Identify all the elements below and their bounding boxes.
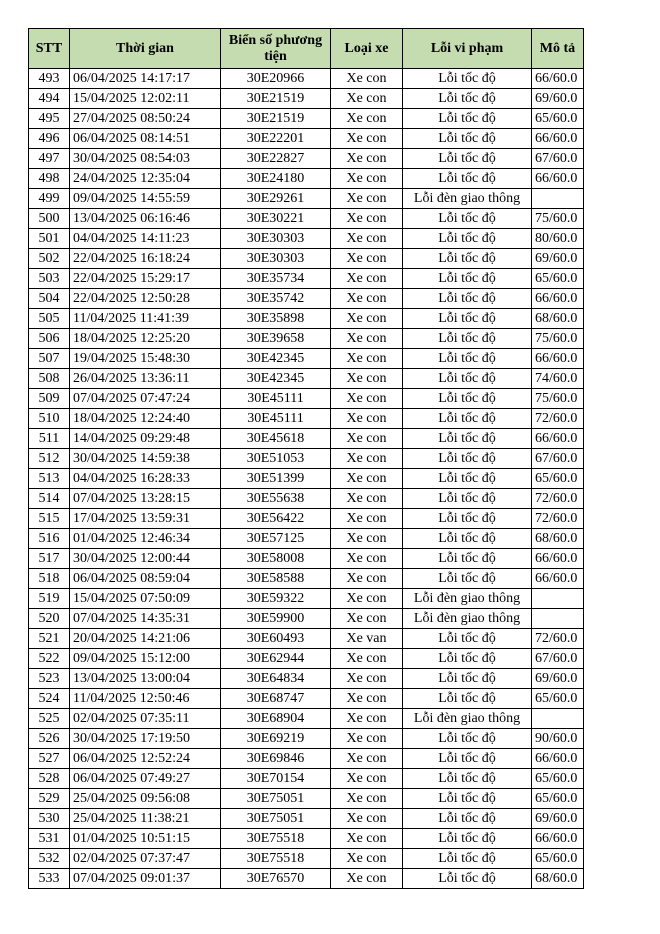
cell-violation: Lỗi tốc độ: [403, 469, 532, 489]
cell-stt: 522: [29, 649, 70, 669]
table-row: [29, 669, 584, 689]
cell-plate: 30E69846: [221, 749, 331, 769]
cell-time: 22/04/2025 16:18:24: [70, 249, 221, 269]
cell-stt: 533: [29, 869, 70, 889]
cell-plate: 30E59322: [221, 589, 331, 609]
cell-plate: 30E57125: [221, 529, 331, 549]
cell-vehicle-type: Xe con: [331, 449, 403, 469]
cell-stt: 506: [29, 329, 70, 349]
cell-stt: 510: [29, 409, 70, 429]
column-header-stt: STT: [29, 29, 70, 69]
cell-description: 66/60.0: [532, 169, 584, 189]
cell-vehicle-type: Xe con: [331, 789, 403, 809]
cell-stt: 507: [29, 349, 70, 369]
cell-vehicle-type: Xe con: [331, 609, 403, 629]
cell-violation: Lỗi tốc độ: [403, 409, 532, 429]
cell-stt: 498: [29, 169, 70, 189]
table-row: [29, 149, 584, 169]
cell-description: 74/60.0: [532, 369, 584, 389]
cell-plate: 30E68904: [221, 709, 331, 729]
cell-stt: 494: [29, 89, 70, 109]
cell-description: 65/60.0: [532, 269, 584, 289]
table-row: [29, 749, 584, 769]
cell-time: 30/04/2025 08:54:03: [70, 149, 221, 169]
cell-description: 75/60.0: [532, 389, 584, 409]
cell-description: 66/60.0: [532, 749, 584, 769]
cell-description: 68/60.0: [532, 309, 584, 329]
cell-vehicle-type: Xe con: [331, 749, 403, 769]
cell-time: 07/04/2025 07:47:24: [70, 389, 221, 409]
column-header-plate-label: Biển số phương tiện: [228, 32, 323, 64]
cell-description: 72/60.0: [532, 489, 584, 509]
cell-violation: Lỗi tốc độ: [403, 309, 532, 329]
cell-time: 19/04/2025 15:48:30: [70, 349, 221, 369]
cell-vehicle-type: Xe con: [331, 229, 403, 249]
table-row: [29, 249, 584, 269]
cell-violation: Lỗi tốc độ: [403, 629, 532, 649]
cell-vehicle-type: Xe con: [331, 669, 403, 689]
cell-description: 69/60.0: [532, 809, 584, 829]
cell-plate: 30E22827: [221, 149, 331, 169]
cell-time: 07/04/2025 13:28:15: [70, 489, 221, 509]
cell-plate: 30E76570: [221, 869, 331, 889]
cell-plate: 30E51053: [221, 449, 331, 469]
cell-time: 30/04/2025 14:59:38: [70, 449, 221, 469]
column-header-vehicle-type: Loại xe: [331, 29, 403, 69]
cell-violation: Lỗi đèn giao thông: [403, 609, 532, 629]
table-row: [29, 709, 584, 729]
cell-time: 22/04/2025 12:50:28: [70, 289, 221, 309]
cell-stt: 508: [29, 369, 70, 389]
table-row: [29, 369, 584, 389]
cell-plate: 30E58588: [221, 569, 331, 589]
table-row: [29, 309, 584, 329]
table-row: [29, 209, 584, 229]
cell-stt: 497: [29, 149, 70, 169]
cell-stt: 523: [29, 669, 70, 689]
cell-vehicle-type: Xe con: [331, 729, 403, 749]
cell-violation: Lỗi tốc độ: [403, 169, 532, 189]
cell-violation: Lỗi tốc độ: [403, 769, 532, 789]
table-row: [29, 289, 584, 309]
cell-plate: 30E58008: [221, 549, 331, 569]
cell-plate: 30E22201: [221, 129, 331, 149]
cell-vehicle-type: Xe con: [331, 849, 403, 869]
cell-violation: Lỗi tốc độ: [403, 869, 532, 889]
cell-plate: 30E30303: [221, 249, 331, 269]
cell-time: 20/04/2025 14:21:06: [70, 629, 221, 649]
cell-violation: Lỗi tốc độ: [403, 849, 532, 869]
cell-stt: 503: [29, 269, 70, 289]
table-row: [29, 569, 584, 589]
cell-violation: Lỗi tốc độ: [403, 249, 532, 269]
cell-plate: 30E39658: [221, 329, 331, 349]
cell-plate: 30E75518: [221, 829, 331, 849]
cell-description: 67/60.0: [532, 449, 584, 469]
cell-description: 65/60.0: [532, 789, 584, 809]
table-body: [29, 69, 584, 889]
cell-plate: 30E51399: [221, 469, 331, 489]
cell-vehicle-type: Xe con: [331, 89, 403, 109]
cell-plate: 30E21519: [221, 89, 331, 109]
cell-vehicle-type: Xe con: [331, 509, 403, 529]
cell-vehicle-type: Xe con: [331, 289, 403, 309]
cell-time: 01/04/2025 12:46:34: [70, 529, 221, 549]
cell-time: 07/04/2025 09:01:37: [70, 869, 221, 889]
cell-violation: Lỗi đèn giao thông: [403, 709, 532, 729]
cell-plate: 30E60493: [221, 629, 331, 649]
cell-vehicle-type: Xe con: [331, 169, 403, 189]
cell-stt: 526: [29, 729, 70, 749]
cell-stt: 493: [29, 69, 70, 89]
cell-violation: Lỗi tốc độ: [403, 289, 532, 309]
cell-stt: 521: [29, 629, 70, 649]
cell-description: 90/60.0: [532, 729, 584, 749]
cell-plate: 30E55638: [221, 489, 331, 509]
cell-description: 69/60.0: [532, 249, 584, 269]
table-row: [29, 589, 584, 609]
table-row: [29, 449, 584, 469]
cell-time: 14/04/2025 09:29:48: [70, 429, 221, 449]
cell-description: 65/60.0: [532, 109, 584, 129]
cell-vehicle-type: Xe con: [331, 309, 403, 329]
cell-violation: Lỗi tốc độ: [403, 509, 532, 529]
table-row: [29, 409, 584, 429]
table-row: [29, 529, 584, 549]
cell-stt: 504: [29, 289, 70, 309]
cell-violation: Lỗi tốc độ: [403, 229, 532, 249]
cell-description: 65/60.0: [532, 689, 584, 709]
cell-description: 66/60.0: [532, 429, 584, 449]
cell-time: 25/04/2025 11:38:21: [70, 809, 221, 829]
cell-description: 68/60.0: [532, 869, 584, 889]
cell-stt: 511: [29, 429, 70, 449]
cell-stt: 502: [29, 249, 70, 269]
cell-description: 66/60.0: [532, 349, 584, 369]
cell-vehicle-type: Xe con: [331, 149, 403, 169]
cell-description: 66/60.0: [532, 129, 584, 149]
cell-description: 66/60.0: [532, 829, 584, 849]
cell-time: 06/04/2025 08:59:04: [70, 569, 221, 589]
cell-violation: Lỗi tốc độ: [403, 669, 532, 689]
cell-violation: Lỗi tốc độ: [403, 129, 532, 149]
cell-vehicle-type: Xe con: [331, 649, 403, 669]
cell-plate: 30E45618: [221, 429, 331, 449]
cell-vehicle-type: Xe con: [331, 589, 403, 609]
cell-violation: Lỗi tốc độ: [403, 429, 532, 449]
cell-violation: Lỗi tốc độ: [403, 489, 532, 509]
cell-plate: 30E45111: [221, 409, 331, 429]
cell-time: 09/04/2025 14:55:59: [70, 189, 221, 209]
cell-time: 26/04/2025 13:36:11: [70, 369, 221, 389]
cell-time: 30/04/2025 12:00:44: [70, 549, 221, 569]
table-row: [29, 609, 584, 629]
cell-time: 06/04/2025 07:49:27: [70, 769, 221, 789]
cell-stt: 524: [29, 689, 70, 709]
cell-plate: 30E75518: [221, 849, 331, 869]
cell-stt: 527: [29, 749, 70, 769]
cell-time: 11/04/2025 12:50:46: [70, 689, 221, 709]
cell-description: 65/60.0: [532, 849, 584, 869]
cell-description: 65/60.0: [532, 469, 584, 489]
cell-violation: Lỗi tốc độ: [403, 269, 532, 289]
cell-stt: 529: [29, 789, 70, 809]
violations-table: [28, 28, 584, 889]
cell-stt: 518: [29, 569, 70, 589]
cell-vehicle-type: Xe con: [331, 409, 403, 429]
cell-description: 66/60.0: [532, 69, 584, 89]
cell-description: [532, 589, 584, 609]
column-header-plate: [221, 29, 331, 69]
table-row: [29, 489, 584, 509]
cell-plate: 30E35734: [221, 269, 331, 289]
cell-violation: Lỗi tốc độ: [403, 369, 532, 389]
cell-description: 69/60.0: [532, 669, 584, 689]
cell-violation: Lỗi tốc độ: [403, 109, 532, 129]
table-row: [29, 549, 584, 569]
table-row: [29, 849, 584, 869]
cell-vehicle-type: Xe con: [331, 469, 403, 489]
cell-stt: 512: [29, 449, 70, 469]
cell-violation: Lỗi tốc độ: [403, 69, 532, 89]
cell-vehicle-type: Xe con: [331, 829, 403, 849]
cell-time: 11/04/2025 11:41:39: [70, 309, 221, 329]
cell-stt: 530: [29, 809, 70, 829]
cell-vehicle-type: Xe con: [331, 429, 403, 449]
cell-plate: 30E45111: [221, 389, 331, 409]
cell-stt: 514: [29, 489, 70, 509]
table-row: [29, 829, 584, 849]
cell-vehicle-type: Xe con: [331, 249, 403, 269]
cell-plate: 30E56422: [221, 509, 331, 529]
cell-time: 13/04/2025 13:00:04: [70, 669, 221, 689]
cell-vehicle-type: Xe con: [331, 269, 403, 289]
cell-vehicle-type: Xe con: [331, 349, 403, 369]
table-row: [29, 689, 584, 709]
cell-violation: Lỗi tốc độ: [403, 329, 532, 349]
cell-time: 06/04/2025 14:17:17: [70, 69, 221, 89]
cell-plate: 30E35898: [221, 309, 331, 329]
cell-plate: 30E75051: [221, 809, 331, 829]
cell-description: 66/60.0: [532, 569, 584, 589]
table-row: [29, 789, 584, 809]
cell-stt: 532: [29, 849, 70, 869]
cell-description: 65/60.0: [532, 769, 584, 789]
cell-vehicle-type: Xe con: [331, 489, 403, 509]
cell-description: 67/60.0: [532, 649, 584, 669]
cell-stt: 513: [29, 469, 70, 489]
cell-plate: 30E42345: [221, 369, 331, 389]
cell-violation: Lỗi tốc độ: [403, 749, 532, 769]
cell-stt: 499: [29, 189, 70, 209]
cell-description: 66/60.0: [532, 549, 584, 569]
cell-time: 17/04/2025 13:59:31: [70, 509, 221, 529]
cell-time: 04/04/2025 16:28:33: [70, 469, 221, 489]
cell-stt: 509: [29, 389, 70, 409]
cell-vehicle-type: Xe con: [331, 329, 403, 349]
table-row: [29, 69, 584, 89]
cell-violation: Lỗi tốc độ: [403, 569, 532, 589]
cell-stt: 520: [29, 609, 70, 629]
cell-description: 72/60.0: [532, 409, 584, 429]
header-row: [29, 29, 584, 69]
cell-plate: 30E20966: [221, 69, 331, 89]
cell-stt: 500: [29, 209, 70, 229]
table-row: [29, 649, 584, 669]
cell-time: 27/04/2025 08:50:24: [70, 109, 221, 129]
cell-plate: 30E42345: [221, 349, 331, 369]
cell-vehicle-type: Xe con: [331, 129, 403, 149]
cell-vehicle-type: Xe con: [331, 69, 403, 89]
cell-stt: 505: [29, 309, 70, 329]
cell-stt: 496: [29, 129, 70, 149]
cell-stt: 516: [29, 529, 70, 549]
table-row: [29, 269, 584, 289]
table-row: [29, 509, 584, 529]
cell-time: 04/04/2025 14:11:23: [70, 229, 221, 249]
cell-stt: 517: [29, 549, 70, 569]
cell-violation: Lỗi tốc độ: [403, 209, 532, 229]
table-row: [29, 329, 584, 349]
table-row: [29, 389, 584, 409]
cell-violation: Lỗi tốc độ: [403, 89, 532, 109]
cell-plate: 30E30303: [221, 229, 331, 249]
cell-plate: 30E70154: [221, 769, 331, 789]
cell-time: 02/04/2025 07:37:47: [70, 849, 221, 869]
cell-violation: Lỗi tốc độ: [403, 449, 532, 469]
cell-time: 06/04/2025 08:14:51: [70, 129, 221, 149]
cell-violation: Lỗi đèn giao thông: [403, 589, 532, 609]
cell-violation: Lỗi tốc độ: [403, 689, 532, 709]
cell-time: 18/04/2025 12:25:20: [70, 329, 221, 349]
table-row: [29, 769, 584, 789]
cell-description: 68/60.0: [532, 529, 584, 549]
cell-time: 22/04/2025 15:29:17: [70, 269, 221, 289]
cell-vehicle-type: Xe con: [331, 389, 403, 409]
cell-description: 75/60.0: [532, 329, 584, 349]
cell-plate: 30E75051: [221, 789, 331, 809]
table-row: [29, 869, 584, 889]
cell-plate: 30E68747: [221, 689, 331, 709]
cell-plate: 30E30221: [221, 209, 331, 229]
column-header-time: Thời gian: [70, 29, 221, 69]
cell-description: 75/60.0: [532, 209, 584, 229]
table-row: [29, 349, 584, 369]
cell-violation: Lỗi tốc độ: [403, 149, 532, 169]
cell-stt: 495: [29, 109, 70, 129]
cell-description: [532, 609, 584, 629]
cell-violation: Lỗi tốc độ: [403, 829, 532, 849]
cell-time: 07/04/2025 14:35:31: [70, 609, 221, 629]
cell-time: 13/04/2025 06:16:46: [70, 209, 221, 229]
cell-time: 06/04/2025 12:52:24: [70, 749, 221, 769]
cell-violation: Lỗi tốc độ: [403, 789, 532, 809]
cell-time: 15/04/2025 12:02:11: [70, 89, 221, 109]
cell-plate: 30E24180: [221, 169, 331, 189]
cell-vehicle-type: Xe con: [331, 709, 403, 729]
cell-description: [532, 189, 584, 209]
cell-vehicle-type: Xe con: [331, 689, 403, 709]
cell-time: 18/04/2025 12:24:40: [70, 409, 221, 429]
cell-description: 80/60.0: [532, 229, 584, 249]
cell-vehicle-type: Xe con: [331, 569, 403, 589]
cell-vehicle-type: Xe con: [331, 769, 403, 789]
cell-time: 02/04/2025 07:35:11: [70, 709, 221, 729]
cell-vehicle-type: Xe con: [331, 109, 403, 129]
table-row: [29, 469, 584, 489]
table-row: [29, 189, 584, 209]
table-row: [29, 229, 584, 249]
cell-stt: 519: [29, 589, 70, 609]
cell-violation: Lỗi tốc độ: [403, 729, 532, 749]
table-row: [29, 809, 584, 829]
cell-time: 30/04/2025 17:19:50: [70, 729, 221, 749]
cell-vehicle-type: Xe van: [331, 629, 403, 649]
table-row: [29, 109, 584, 129]
cell-stt: 528: [29, 769, 70, 789]
cell-description: 69/60.0: [532, 89, 584, 109]
cell-violation: Lỗi tốc độ: [403, 389, 532, 409]
column-header-violation: Lỗi vi phạm: [403, 29, 532, 69]
cell-vehicle-type: Xe con: [331, 809, 403, 829]
cell-vehicle-type: Xe con: [331, 529, 403, 549]
cell-vehicle-type: Xe con: [331, 549, 403, 569]
table-row: [29, 169, 584, 189]
cell-violation: Lỗi tốc độ: [403, 529, 532, 549]
table-header: [29, 29, 584, 69]
table-row: [29, 629, 584, 649]
cell-stt: 525: [29, 709, 70, 729]
cell-vehicle-type: Xe con: [331, 869, 403, 889]
cell-time: 01/04/2025 10:51:15: [70, 829, 221, 849]
cell-stt: 531: [29, 829, 70, 849]
cell-time: 09/04/2025 15:12:00: [70, 649, 221, 669]
cell-plate: 30E29261: [221, 189, 331, 209]
cell-violation: Lỗi tốc độ: [403, 349, 532, 369]
cell-time: 25/04/2025 09:56:08: [70, 789, 221, 809]
cell-description: 66/60.0: [532, 289, 584, 309]
cell-stt: 515: [29, 509, 70, 529]
cell-time: 15/04/2025 07:50:09: [70, 589, 221, 609]
cell-time: 24/04/2025 12:35:04: [70, 169, 221, 189]
cell-stt: 501: [29, 229, 70, 249]
cell-description: 67/60.0: [532, 149, 584, 169]
cell-violation: Lỗi đèn giao thông: [403, 189, 532, 209]
cell-vehicle-type: Xe con: [331, 189, 403, 209]
table-row: [29, 429, 584, 449]
cell-description: 72/60.0: [532, 629, 584, 649]
table-row: [29, 129, 584, 149]
cell-violation: Lỗi tốc độ: [403, 809, 532, 829]
cell-violation: Lỗi tốc độ: [403, 549, 532, 569]
cell-description: 72/60.0: [532, 509, 584, 529]
cell-vehicle-type: Xe con: [331, 369, 403, 389]
table-row: [29, 89, 584, 109]
cell-vehicle-type: Xe con: [331, 209, 403, 229]
cell-plate: 30E21519: [221, 109, 331, 129]
column-header-description: Mô tả: [532, 29, 584, 69]
cell-plate: 30E35742: [221, 289, 331, 309]
cell-plate: 30E69219: [221, 729, 331, 749]
cell-violation: Lỗi tốc độ: [403, 649, 532, 669]
cell-description: [532, 709, 584, 729]
cell-plate: 30E59900: [221, 609, 331, 629]
cell-plate: 30E64834: [221, 669, 331, 689]
cell-plate: 30E62944: [221, 649, 331, 669]
table-row: [29, 729, 584, 749]
